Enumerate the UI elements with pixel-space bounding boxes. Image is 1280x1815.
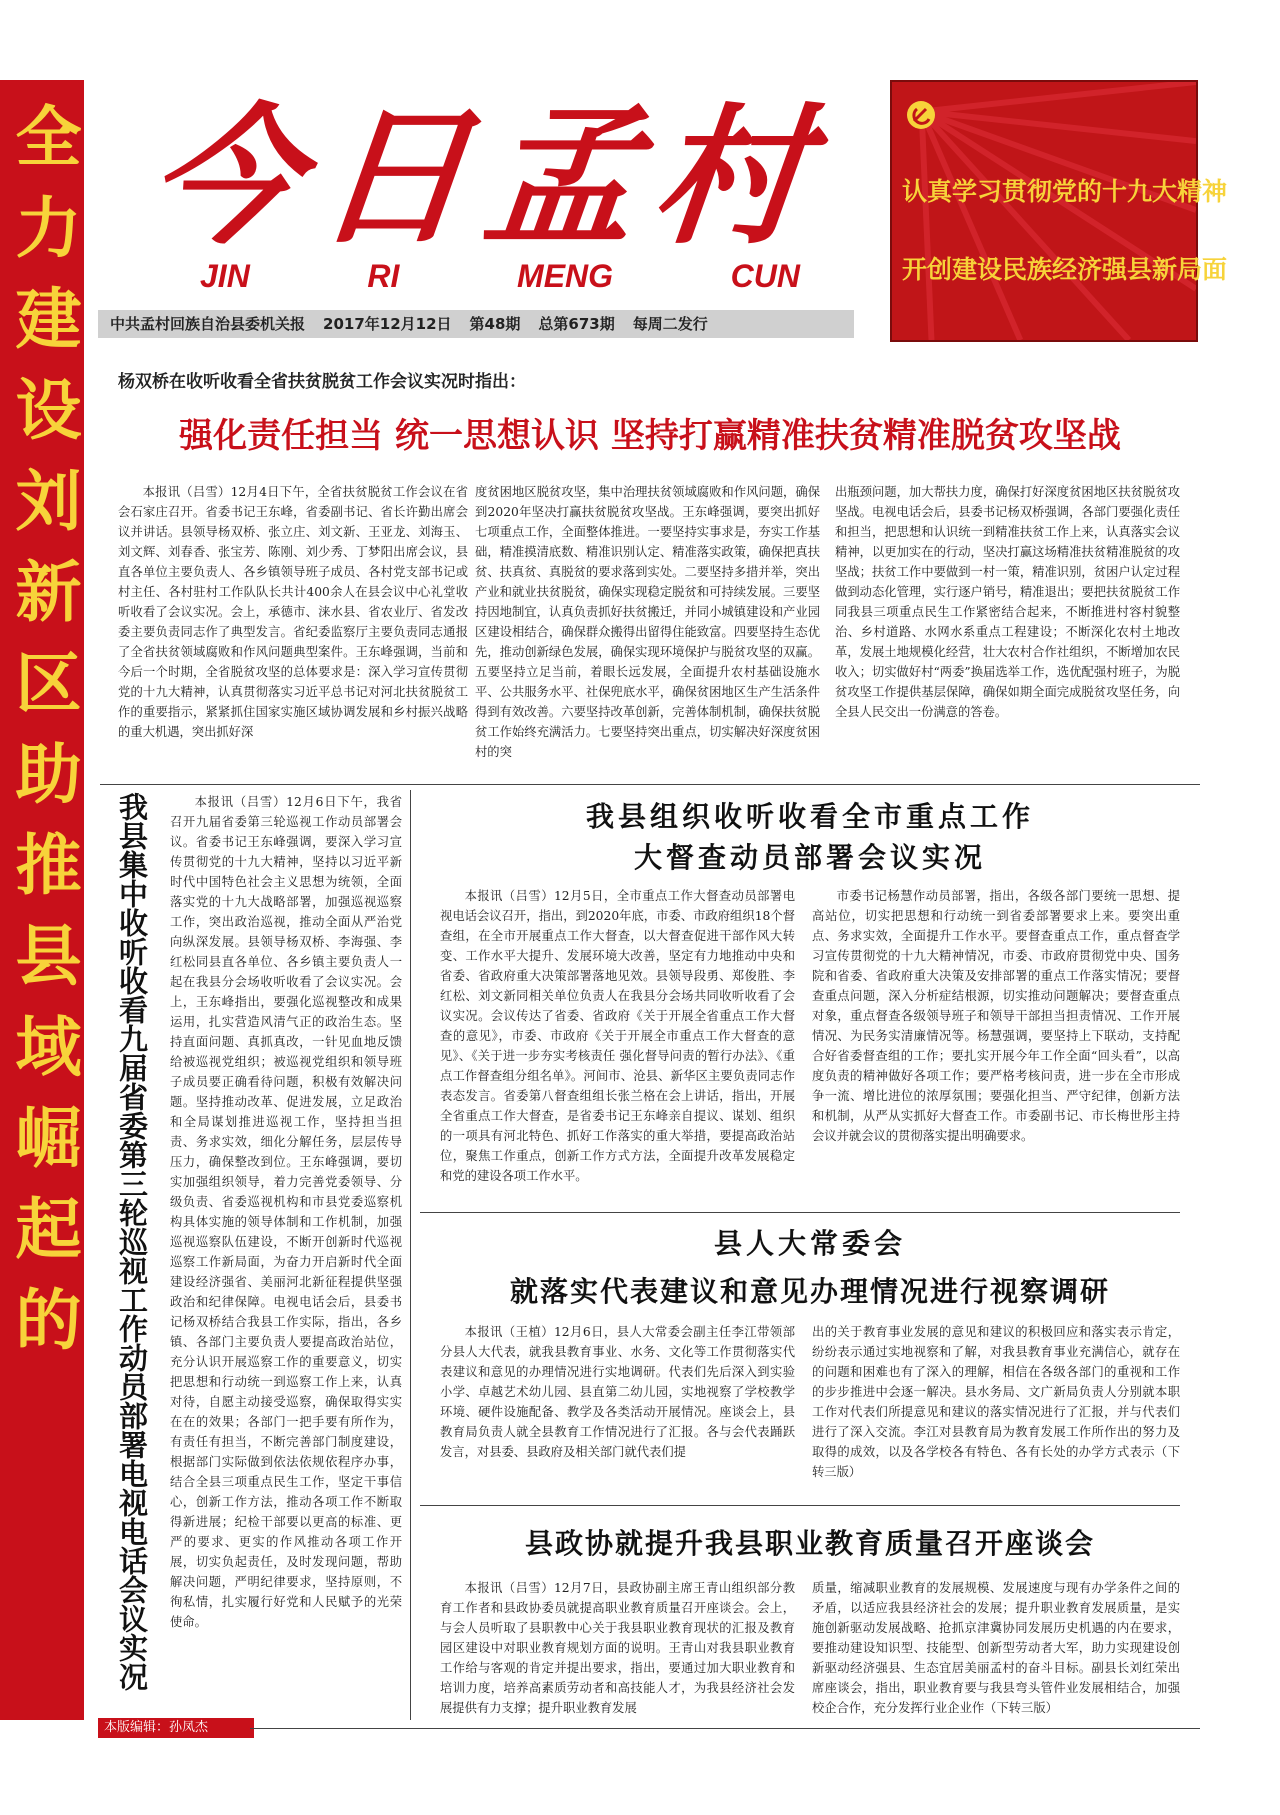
article4-headline-1: 县人大常委会: [713, 1227, 906, 1260]
issue-date: 2017年12月12日: [323, 315, 452, 333]
article1-col3: [835, 482, 1180, 782]
article4-col2-text: 出的关于教育事业发展的意见和建议的积极回应和落实表示肯定，纷纷表示通过实地视察和了解，对我县教育事业充满信心，就存在的问题和困难也有了深入的理解，相信在各级各部门的重视和工作的步步推进中会逐一解决。县水务局、文广新局负责人分别就本职工作对代表们所提意见和建议的落实情况进行了汇报，并与代表们进行了深入交流。李江对县教育局为教育发展工作所作出的努力及取得的成效，以及各学校各有特色、各有长处的办学方式表示（下转三版）: [812, 1325, 1180, 1479]
divider-1: [100, 784, 1200, 785]
editor-tag: 本版编辑：孙凤杰: [98, 1718, 254, 1738]
article5-col1: [440, 1578, 795, 1718]
article3-col2: [812, 886, 1180, 1206]
article1-col2-text: 度贫困地区脱贫攻坚，集中治理扶贫领域腐败和作风问题，确保到2020年坚决打赢扶贫脱贫攻坚战。王东峰强调，要突出抓好七项重点工作，全面整体推进。一要坚持实事求是，夯实工作基础，精准摸清底数、精准识别认定、精准落实政策，确保把真扶贫、扶真贫、真脱贫的要求落到实处。二要坚持多措并举，突出产业和就业扶贫脱贫，确保实现稳定脱贫和可持续发展。三要坚持因地制宜，认真负责抓好扶贫搬迁，并同小城镇建设和产业园区建设相结合，确保群众搬得出留得住能致富。四要坚持生态优先，推动创新绿色发展，确保实现环境保护与脱贫攻坚的双赢。五要坚持立足当前，着眼长远发展，全面提升农村基础设施水平、公共服务水平、社保兜底水平，确保贫困地区生产生活条件得到有效改善。六要坚持改革创新，完善体制机制，确保扶贫脱贫工作始终充满活力。七要坚持突出重点，切实解决好深度贫困村的突: [475, 485, 820, 759]
article4-col1: [440, 1322, 795, 1482]
article3-headline-2: 大督查动员部署会议实况: [633, 841, 986, 874]
slogan-line-1: 认真学习贯彻党的十九大精神: [902, 177, 1228, 206]
masthead-title: 今日孟村: [141, 89, 832, 265]
article3-col1: [440, 886, 795, 1206]
pinyin-4: CUN: [730, 258, 800, 294]
article4-headline-2: 就落实代表建议和意见办理情况进行视察调研: [509, 1275, 1110, 1308]
pinyin-1: JIN: [200, 258, 250, 294]
masthead-pinyin: [200, 258, 800, 298]
pinyin-2: RI: [367, 258, 400, 294]
divider-vertical: [410, 790, 411, 1720]
article3-col1-text: 本报讯（吕雪）12月5日，全市重点工作大督查动员部署电视电话会议召开，指出，到2020年底，市委、市政府组织18个督查组，在全市开展重点工作大督查，以大督查促进干部作风大转变、工作水平大提升、发展环境大改善，坚定有力地推动中央和省委、省政府重大决策部署落地见效。县领导段勇、郑俊胜、李红松、刘文新同相关单位负责人在我县分会场共同收听收看了会议实况。会议传达了省委、省政府《关于开展全省重点工作大督查的意见》，市委、市政府《关于开展全市重点工作大督查的意见》、《关于进一步夯实考核责任 强化督导问责的暂行办法》、《重点工作督查组分组名单》。河间市、沧县、新华区主要负责同志作表态发言。省委第八督查组组长张兰格在会上讲话，指出，开展全省重点工作大督查，是省委书记王东峰亲自提议、谋划、组织的一项具有河北特色、抓好工作落实的重大举措，要提高政治站位，聚焦工作重点，创新工作方式方法，全面提升改革发展稳定和党的建设各项工作水平。: [440, 889, 795, 1183]
sunburst-rays: [892, 82, 1228, 340]
issue-number: 第48期: [469, 315, 521, 333]
pinyin-3: MENG: [517, 258, 614, 294]
slogan-line-2: 开创建设民族经济强县新局面: [902, 255, 1228, 284]
article1-col1-text: 本报讯（吕雪）12月4日下午，全省扶贫脱贫工作会议在省会石家庄召开。省委书记王东峰，省委副书记、省长许勤出席会议并讲话。县领导杨双桥、张立庄、刘文新、王亚龙、刘海玉、刘文辉、刘春香、张宝芳、陈刚、刘少秀、丁梦阳出席会议，县直各单位主要负责人、各乡镇领导班子成员、各村党支部书记或村主任、各村驻村工作队队长共计400余人在县会议中心礼堂收听收看了会议实况。会上，承德市、涞水县、省农业厅、省发改委主要负责同志作了典型发言。省纪委监察厅主要负责同志通报了全省扶贫领域腐败和作风问题典型案件。王东峰强调，当前和今后一个时期，全省脱贫攻坚的总体要求是：深入学习宣传贯彻党的十九大精神，认真贯彻落实习近平总书记对河北扶贫脱贫工作的重要指示，紧紧抓住国家实施区域协调发展和乡村振兴战略的重大机遇，突出抓好深: [118, 485, 468, 739]
article3-headline-1: 我县组织收听收看全市重点工作: [585, 800, 1034, 833]
article1-col3-text: 出瓶颈问题，加大帮扶力度，确保打好深度贫困地区扶贫脱贫攻坚战。电视电话会后，县委书记杨双桥强调，各部门要强化责任和担当，把思想和认识统一到精准扶贫工作上来，认真落实会议精神，以更加实在的行动，坚决打赢这场精准扶贫精准脱贫的攻坚战；扶贫工作中要做到一村一策，精准识别，贫困户认定过程做到动态化管理，实行逐户销号，精准退出；要把扶贫脱贫工作同我县三项重点民生工作紧密结合起来，不断推进村容村貌整治、乡村道路、水网水系重点工程建设；不断深化农村土地改革，发展土地规模化经营，壮大农村合作社组织，不断增加农民收入；切实做好村“两委”换届选举工作，选优配强村班子，为脱贫攻坚工作提供基层保障，确保如期全面完成脱贫攻坚任务，向全县人民交出一份满意的答卷。: [835, 485, 1180, 719]
article1-kicker: 杨双桥在收听收看全省扶贫脱贫工作会议实况时指出：: [118, 372, 526, 392]
article5-col2: [812, 1578, 1180, 1718]
article1-col1: [118, 482, 468, 782]
article3-col2-text: 市委书记杨慧作动员部署，指出，各级各部门要统一思想、提高站位，切实把思想和行动统一到省委部署要求上来。要突出重点、务求实效，全面提升工作水平。要督查重点工作，重点督查学习宣传贯彻党的十九大精神情况，市委、市政府贯彻党中央、国务院和省委、省政府重大决策及安排部署的重点工作落实情况；要督查重点问题，深入分析症结根源，切实推动问题解决；要督查重点对象，重点督查各级领导班子和领导干部担当担责情况、工作开展情况、为民务实清廉情况等。杨慧强调，要坚持上下联动，支持配合好省委督查组的工作；要扎实开展今年工作全面“回头看”，以高度负责的精神做好各项工作；要严格考核问责，进一步在全市形成争一流、增比进位的浓厚氛围；要强化担当、严守纪律，创新方法和机制，从严从实抓好大督查工作。市委副书记、市长梅世彤主持会议并就会议的贯彻落实提出明确要求。: [812, 889, 1180, 1143]
article5-col2-text: 质量，缩减职业教育的发展规模、发展速度与现有办学条件之间的矛盾，以适应我县经济社会的发展；提升职业教育发展质量，是实施创新驱动发展战略、抢抓京津冀协同发展历史机遇的内在要求，要推动建设知识型、技能型、创新型劳动者大军，助力实现建设创新驱动经济强县、生态宜居美丽孟村的奋斗目标。副县长刘红荣出席座谈会，指出，职业教育要与我县弯头管件业发展相结合，加强校企合作，充分发挥行业企业作（下转三版）: [812, 1581, 1180, 1715]
total-issue: 总第673期: [538, 315, 615, 333]
article2-body: [170, 792, 402, 1714]
article4-col1-text: 本报讯（王植）12月6日，县人大常委会副主任李江带领部分县人大代表，就我县教育事业、水务、文化等工作贯彻落实代表建议和意见的办理情况进行实地调研。代表们先后深入到实验小学、卓越艺术幼儿园、县直第二幼儿园，实地视察了学校教学环境、硬件设施配备、教学及各类活动开展情况。座谈会上，县教育局负责人就全县教育工作情况进行了汇报。各与会代表踊跃发言，对县委、县政府及相关部门就代表们提: [440, 1325, 795, 1459]
publisher: 中共孟村回族自治县委机关报: [110, 315, 306, 333]
article4-col2: [812, 1322, 1180, 1482]
left-slogan-banner: [0, 80, 84, 1720]
issue-info-bar: [98, 310, 854, 338]
article1-col2: [475, 482, 820, 782]
divider-2: [420, 1212, 1180, 1213]
article5-col1-text: 本报讯（吕雪）12月7日，县政协副主席王青山组织部分教育工作者和县政协委员就提高职业教育质量召开座谈会。会上，与会人员听取了县职教中心关于我县职业教育现状的汇报及教育园区建设中对职业教育规划方面的说明。王青山对我县职业教育工作给与客观的肯定并提出要求，指出，要通过加大职业教育和培训力度，培养高素质劳动者和高技能人才，为我县经济社会发展提供有力支撑；提升职业教育发展: [440, 1581, 795, 1715]
bottom-rule: [250, 1728, 1200, 1729]
article1-headline: 强化责任担当 统一思想认识 坚持打赢精准扶贫精准脱贫攻坚战: [179, 416, 1121, 456]
frequency: 每周二发行: [632, 315, 708, 333]
article2-headline: 我县集中收听收看九届省委第三轮巡视工作动员部署电视电话会议实况: [115, 792, 149, 1691]
divider-3: [420, 1505, 1180, 1506]
article2-text: 本报讯（吕雪）12月6日下午，我省召开九届省委第三轮巡视工作动员部署会议。省委书记王东峰强调，要深入学习宣传贯彻党的十九大精神，坚持以习近平新时代中国特色社会主义思想为统领，全面落实党的十九大战略部署，加强巡视巡察工作，突出政治巡视，推动全面从严治党向纵深发展。县领导杨双桥、李海强、李红松同县直各单位、各乡镇主要负责人一起在我县分会场收听收看了会议实况。会上，王东峰指出，要强化巡视整改和成果运用，扎实营造风清气正的政治生态。坚持直面问题、真抓真改，一针见血地反馈给被巡视党组织；被巡视党组织和领导班子成员要正确看待问题，积极有效解决问题。坚持推动改革、促进发展，立足政治和全局谋划推进巡视工作，坚持担当担责、务求实效，细化分解任务，层层传导压力，确保整改到位。王东峰强调，要切实加强组织领导，着力完善党委领导、分级负责、省委巡视机构和市县党委巡察机构具体实施的领导体制和工作机制，加强巡视巡察队伍建设，不断开创新时代巡视巡察工作新局面，为奋力开启新时代全面建设经济强省、美丽河北新征程提供坚强政治和纪律保障。电视电话会后，县委书记杨双桥结合我县工作实际，指出，各乡镇、各部门主要负责人要提高政治站位，充分认识开展巡察工作的重要意义，切实把思想和行动统一到巡察工作上来，认真对待，自愿主动接受巡察，确保取得实实在在的效果；各部门一把手要有所作为，有责任有担当，不断完善部门制度建设，根据部门实际做到依法依规依程序办事，结合全县三项重点民生工作，坚定干事信心，创新工作方法，推动各项工作不断取得新进展；纪检干部要以更高的标准、更严的要求、更实的作风推动各项工作开展，切实负起责任，及时发现问题，帮助解决问题，严明纪律要求，坚持原则，不徇私情，扎实履行好党和人民赋予的光荣使命。: [170, 795, 402, 1629]
party-emblem-icon: [906, 100, 936, 130]
left-slogan-text: 全力建设刘新区助推县域崛起的: [4, 102, 81, 1376]
article5-headline: 县政协就提升我县职业教育质量召开座谈会: [524, 1527, 1095, 1560]
slogan-box: [890, 80, 1228, 342]
